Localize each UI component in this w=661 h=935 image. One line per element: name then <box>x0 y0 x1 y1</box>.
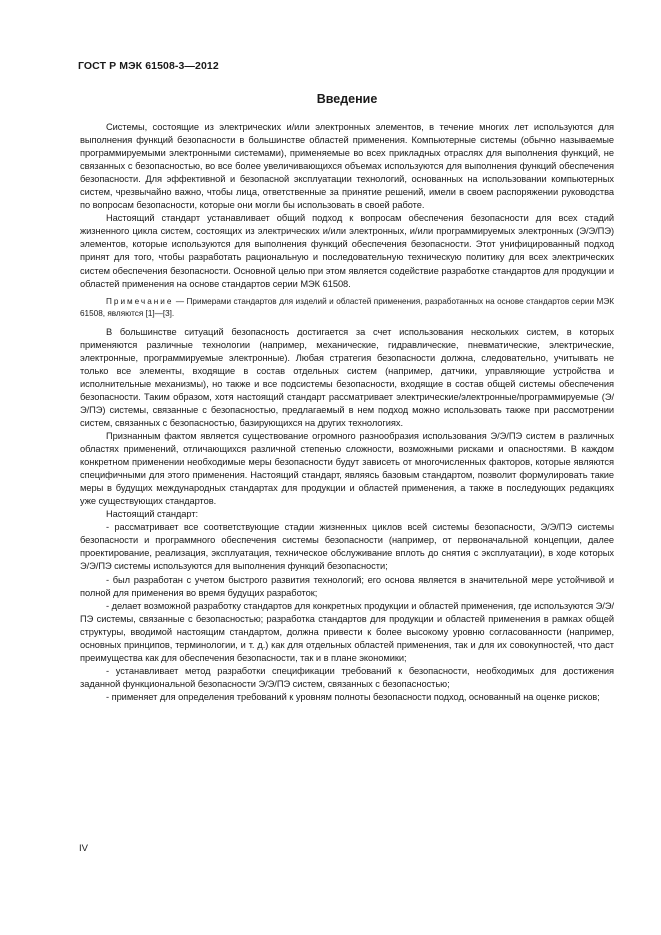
paragraph: В большинстве ситуаций безопасность достигается за счет использования нескольких систем, в которых применяются различные технологии (например, механические, гидравлические, пневматические, электрические, электронные, программируемые электронные). Любая стратегия безопасности должна, следовательно, учитывать не только все элементы, входящие в состав отдельных систем (например, датчики, управляющие устройства и исполнительные механизмы), но также и все подсистемы безопасности, входящие в состав общей системы обеспечения безопасности. Таким образом, хотя настоящий стандарт рассматривает электрические/электронные/программируемые (Э/Э/ПЭ) системы, связанные с безопасностью, предлагаемый в нем подход можно использовать также при рассмотрении систем, связанных с безопасностью, базирующихся на других технологиях. <box>80 326 614 428</box>
note <box>80 296 614 320</box>
paragraph: Настоящий стандарт устанавливает общий подход к вопросам обеспечения безопасности для всех стадий жизненного цикла систем, состоящих из электрических и/или электронных, и/или программируемых электронных (Э/Э/ПЭ) элементов, которые используются для выполнения функций обеспечения безопасности. Этот унифицированный подход принят для того, чтобы разработать рациональную и последовательную техническую политику для всех электрических систем обеспечения безопасности. Основной целью при этом является содействие разработке стандартов для продукции и областей применения на основе стандартов серии МЭК 61508. <box>80 213 614 289</box>
note-text: — Примерами стандартов для изделий и областей применения, разработанных на основе стандартов серии МЭК 61508, являются [1]—[3]. <box>80 296 614 318</box>
list-item: - рассматривает все соответствующие стадии жизненных циклов всей системы безопасности, Э/Э/ПЭ системы безопасности и программного обеспечения системы безопасности (например, от первоначальной концепции, далее проектирование, реализация, эксплуатация, техническое обслуживание вплоть до снятия с эксплуатации), в ходе которых Э/Э/ПЭ системы используются для выполнения функций безопасности; <box>80 522 614 572</box>
paragraph: Признанным фактом является существование огромного разнообразия использования Э/Э/ПЭ систем в различных областях применений, отличающихся различной степенью сложности, возможными рисками и опасностями. В каждом конкретном применении необходимые меры безопасности будут зависеть от многочисленных факторов, которые являются специфичными для этого применения. Настоящий стандарт, являясь базовым стандартом, позволит формулировать такие меры в будущих международных стандартах для продукции и областей применения, а также в последующих редакциях уже существующих стандартов. <box>80 430 614 507</box>
section-title: Введение <box>316 92 378 106</box>
standard-header: ГОСТ Р МЭК 61508-3—2012 <box>78 60 219 72</box>
paragraph: Настоящий стандарт: <box>106 509 199 520</box>
list-item: - устанавливает метод разработки спецификации требований к безопасности, необходимых для достижения заданной функциональной безопасности Э/Э/ПЭ систем, связанных с безопасностью; <box>80 665 614 689</box>
page-number: IV <box>79 843 88 854</box>
list-item: - делает возможной разработку стандартов для конкретных продукции и областей применения, где используются Э/Э/ПЭ системы, связанные с безопасностью; разработка стандартов для продукции и областей применения в рамках общей структуры, вводимой настоящим стандартом, должна привести к более высокому уровню согласованности (например, основных принципов, терминологии, и т. д.) как для отдельных областей применения, так и для их совокупностей, что даст преимущества как для обеспечения безопасности, так и в плане экономики; <box>80 600 614 663</box>
document-body <box>80 121 614 704</box>
list-item: - был разработан с учетом быстрого развития технологий; его основа является в значительной мере устойчивой и полной для применения во время будущих разработок; <box>80 574 614 598</box>
paragraph: Системы, состоящие из электрических и/или электронных элементов, в течение многих лет используются для выполнения функций безопасности в большинстве областей применения. Компьютерные системы (обычно называемые программируемыми электронными системами), применяемые во всех прикладных отраслях для выполнения функций, не связанных с безопасностью, во все более увеличивающихся объемах используются для выполнения функций обеспечения безопасности. Для эффективной и безопасной эксплуатации технологий, основанных на использовании компьютерных систем, чрезвычайно важно, чтобы лица, ответственные за принятие решений, имели в своем распоряжении руководства по вопросам безопасности, которые они могли бы использовать в своей работе. <box>80 122 614 211</box>
list-item: - применяет для определения требований к уровням полноты безопасности подход, основанный на оценке рисков; <box>106 691 600 702</box>
note-label: Примечание <box>106 296 174 306</box>
